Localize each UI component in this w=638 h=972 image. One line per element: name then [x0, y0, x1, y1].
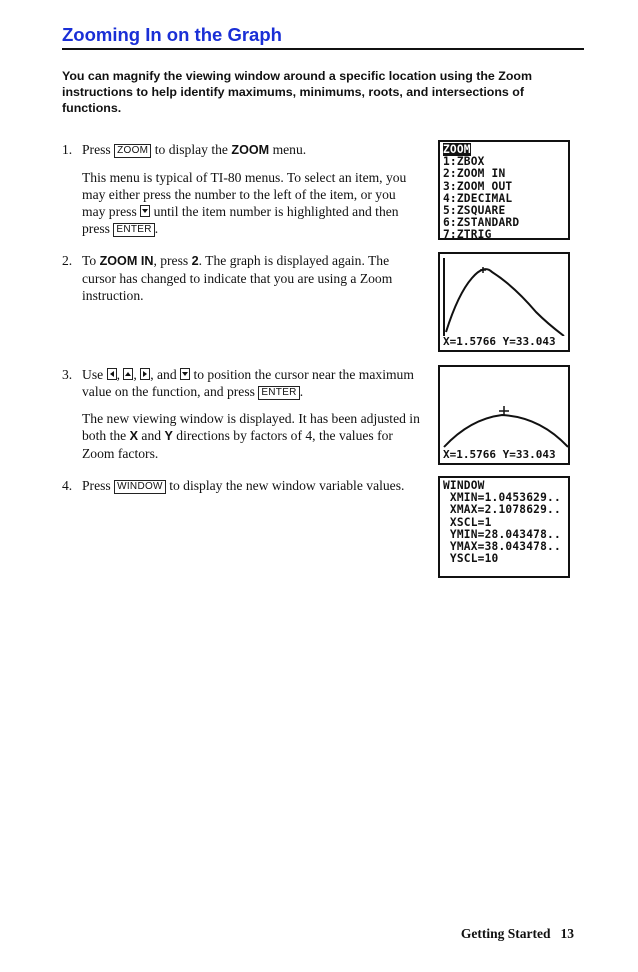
calculator-screen-graph — [438, 252, 570, 352]
zoom-menu-name: ZOOM — [231, 143, 270, 157]
menu-item: 5:ZSQUARE — [443, 204, 506, 218]
text: to display the new window variable values. — [169, 478, 405, 493]
key-number: 2 — [191, 254, 199, 268]
menu-item: 2:ZOOM IN — [443, 167, 506, 181]
step-4-instruction — [82, 477, 422, 494]
text: to display the — [154, 142, 228, 157]
calculator-screen-zoomed-graph — [438, 365, 570, 465]
menu-item: 3:ZOOM OUT — [443, 179, 513, 193]
down-arrow-key-icon — [180, 368, 190, 380]
text: menu. — [272, 142, 307, 157]
text: This menu is typical of TI-80 menus. To select an item, you may either press the number to the left of the item, or you may press — [82, 170, 407, 219]
window-line: XMAX=2.1078629.. — [443, 503, 561, 517]
text: Press — [82, 478, 111, 493]
step-3-detail — [82, 410, 422, 462]
enter-key: ENTER — [113, 223, 154, 237]
step-number: 4. — [62, 478, 73, 493]
zoom-menu-list — [443, 144, 519, 240]
text: . — [154, 221, 159, 236]
text: , — [116, 367, 120, 382]
menu-item: 4:ZDECIMAL — [443, 191, 513, 205]
step-number: 3. — [62, 367, 73, 382]
title-rule — [62, 48, 584, 50]
step-3-instruction — [82, 366, 422, 400]
y-label: Y — [164, 429, 173, 443]
graph-plot — [440, 254, 568, 336]
zoomed-graph-plot — [440, 367, 568, 449]
text: Use — [82, 367, 104, 382]
text: The new viewing window is displayed. It has been adjusted in both the — [82, 411, 420, 443]
enter-key: ENTER — [258, 386, 299, 400]
page-title: Zooming In on the Graph — [62, 24, 282, 45]
step-4 — [62, 477, 422, 504]
step-number: 2. — [62, 253, 73, 268]
calculator-screen-window — [438, 476, 570, 578]
calculator-screen-zoom-menu — [438, 140, 570, 240]
menu-item: 1:ZBOX — [443, 155, 485, 169]
window-line: YMAX=38.043478.. — [443, 540, 561, 554]
x-label: X — [129, 429, 138, 443]
text: until the item number is highlighted and then press — [82, 204, 399, 236]
intro-paragraph: You can magnify the viewing window around a specific location using the Zoom instructions to help identify maximums, minimums, roots, and intersections of functions. — [62, 69, 532, 115]
right-arrow-key-icon — [140, 368, 150, 380]
window-header: WINDOW — [443, 479, 485, 492]
footer-section: Getting Started — [460, 926, 551, 941]
step-2 — [62, 252, 422, 314]
step-2-instruction — [82, 252, 422, 304]
text: , and — [150, 367, 177, 382]
text: to position the cursor near the maximum value on the function, and press — [82, 367, 414, 399]
text: Press — [82, 142, 111, 157]
up-arrow-key-icon — [123, 368, 133, 380]
window-line: XMIN=1.0453629.. — [443, 491, 561, 505]
step-1 — [62, 141, 422, 247]
text: , press — [153, 253, 189, 268]
text: directions by factors of 4, the values for Zoom factors. — [82, 428, 393, 461]
step-1-detail — [82, 169, 422, 237]
coordinate-readout: X=1.5766 Y=33.043 — [443, 448, 556, 461]
step-3 — [62, 366, 422, 472]
text: and — [141, 428, 162, 443]
text: To — [82, 253, 97, 268]
step-1-instruction — [82, 141, 422, 159]
text: . The graph is displayed again. The cursor has changed to indicate that you are using a Zoom instruction. — [82, 253, 393, 303]
coordinate-readout: X=1.5766 Y=33.043 — [443, 335, 556, 348]
page-footer — [451, 926, 574, 942]
window-line: XSCL=1 — [443, 515, 492, 529]
menu-item: 7:ZTRIG — [443, 228, 492, 240]
function-curve — [444, 415, 568, 447]
zoom-key: ZOOM — [114, 144, 151, 158]
page-number: 13 — [560, 926, 574, 941]
window-line: YSCL=10 — [443, 552, 499, 566]
window-variables — [443, 480, 561, 565]
window-key: WINDOW — [114, 480, 166, 494]
down-arrow-key-icon — [140, 205, 150, 217]
text: , — [133, 367, 137, 382]
step-number: 1. — [62, 142, 73, 157]
function-curve — [446, 269, 564, 336]
zoom-in-label: ZOOM IN — [99, 254, 154, 268]
window-line: YMIN=28.043478.. — [443, 527, 561, 541]
left-arrow-key-icon — [107, 368, 117, 380]
menu-header: ZOOM — [443, 143, 471, 156]
menu-item: 6:ZSTANDARD — [443, 216, 520, 230]
text: . — [299, 384, 304, 399]
